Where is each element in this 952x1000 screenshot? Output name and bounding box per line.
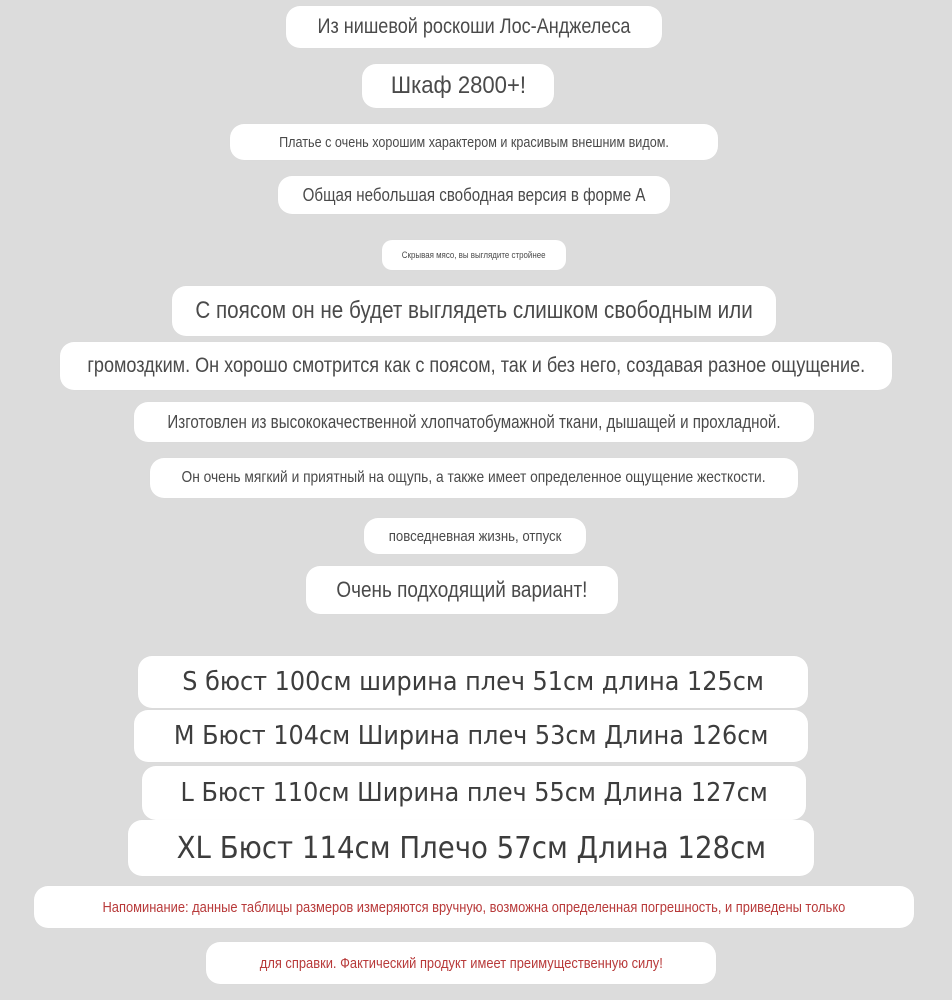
size-row-s-text: S бюст 100см ширина плеч 51см длина 125см [182, 667, 764, 697]
desc-line-character [230, 124, 718, 160]
reminder-line-1-text: Напоминание: данные таблицы размеров измеряются вручную, возможна определенная погрешность, и приведены только [102, 898, 846, 916]
desc-line-belt-cont-text: громоздким. Он хорошо смотрится как с поясом, так и без него, создавая разное ощущение. [87, 354, 865, 377]
size-row-xl [128, 820, 814, 876]
desc-line-fabric [134, 402, 814, 442]
desc-line-suitable [306, 566, 618, 614]
size-row-m-text: M Бюст 104см Ширина плеч 53см Длина 126см [173, 721, 769, 751]
desc-line-belt [172, 286, 776, 336]
size-row-l [142, 766, 806, 820]
desc-line-soft [150, 458, 798, 498]
size-row-l-text: L Бюст 110см Ширина плеч 55см Длина 127см [180, 778, 768, 808]
desc-line-slim [382, 240, 566, 270]
desc-line-belt-cont [60, 342, 892, 390]
desc-line-suitable-text: Очень подходящий вариант! [336, 577, 588, 602]
desc-line-wardrobe [362, 64, 554, 108]
desc-line-soft-text: Он очень мягкий и приятный на ощупь, а также имеет определенное ощущение жесткости. [181, 469, 767, 486]
desc-line-occasion [364, 518, 586, 554]
size-row-m [134, 710, 808, 762]
reminder-line-1 [34, 886, 914, 928]
size-row-s [138, 656, 808, 708]
desc-line-occasion-text: повседневная жизнь, отпуск [388, 527, 562, 545]
desc-line-belt-text: С поясом он не будет выглядеть слишком свободным или [195, 297, 753, 324]
desc-line-wardrobe-text: Шкаф 2800+! [390, 72, 526, 99]
desc-line-fit-text: Общая небольшая свободная версия в форме А [302, 184, 646, 205]
desc-line-origin [286, 6, 662, 48]
reminder-line-2 [206, 942, 716, 984]
desc-line-character-text: Платье с очень хорошим характером и красивым внешним видом. [279, 133, 669, 151]
desc-line-fabric-text: Изготовлен из высококачественной хлопчатобумажной ткани, дышащей и прохладной. [167, 411, 781, 432]
reminder-line-2-text: для справки. Фактический продукт имеет преимущественную силу! [259, 954, 663, 972]
desc-line-fit [278, 176, 670, 214]
size-row-xl-text: XL Бюст 114см Плечо 57см Длина 128см [176, 830, 766, 866]
desc-line-origin-text: Из нишевой роскоши Лос-Анджелеса [317, 15, 631, 38]
desc-line-slim-text: Скрывая мясо, вы выглядите стройнее [402, 250, 546, 260]
